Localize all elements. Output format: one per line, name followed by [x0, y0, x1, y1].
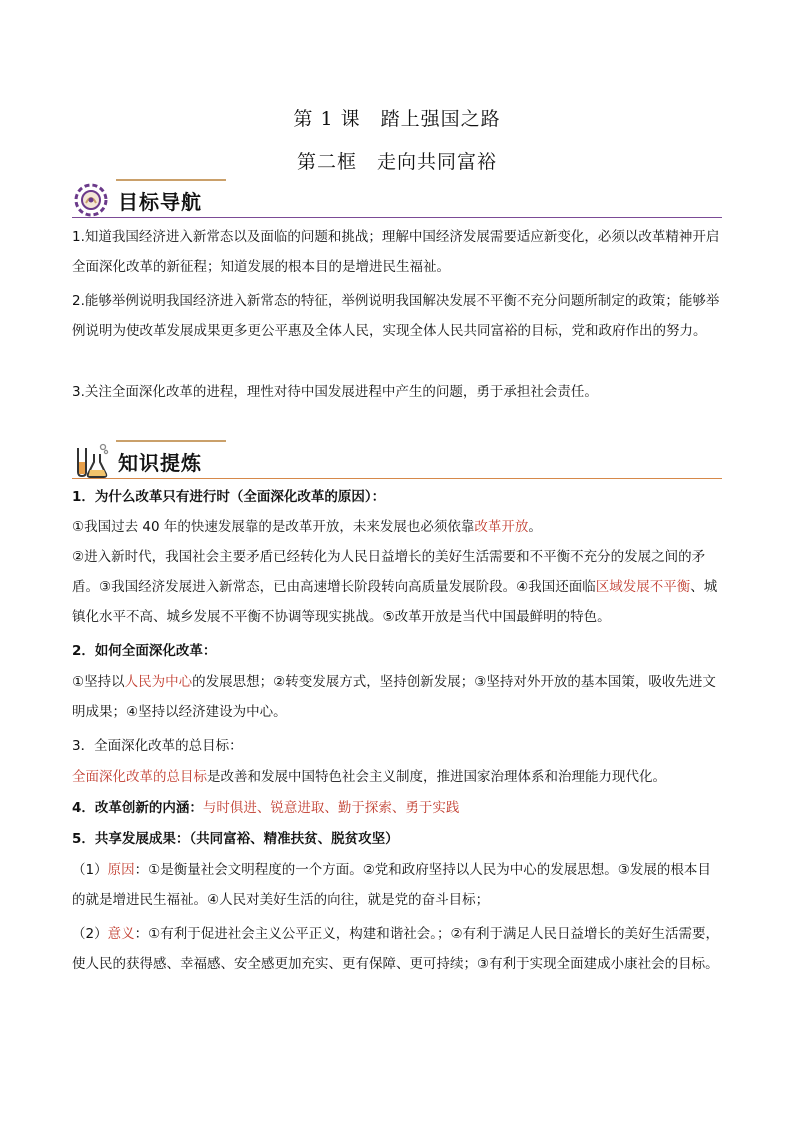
goal-item: 1.知道我国经济进入新常态以及面临的问题和挑战；理解中国经济发展需要适应新变化，必须以改革精神开启全面深化改革的新征程；知道发展的根本目的是增进民生福祉。: [72, 229, 720, 275]
knowledge-paragraph: 全面深化改革的总目标是改善和发展中国特色社会主义制度，推进国家治理体系和治理能力现代化。: [72, 769, 666, 785]
knowledge-heading-1: 1．为什么改革只有进行时（全面深化改革的原因）：: [72, 489, 386, 505]
section-header-knowledge: 知识提炼: [72, 440, 722, 480]
knowledge-paragraph: ②进入新时代，我国社会主要矛盾已经转化为人民日益增长的美好生活需要和不平衡不充分的发展之间的矛盾。③我国经济发展进入新常态，已由高速增长阶段转向高质量发展阶段。④我国还面临区域发展不平衡、城镇化水平不高、城乡发展不平衡不协调等现实挑战。⑤改革开放是当代中国最鲜明的特色。: [72, 549, 718, 625]
knowledge-paragraph: ①我国过去 40 年的快速发展靠的是改革开放，未来发展也必须依靠改革开放。: [72, 519, 542, 535]
goal-item: 2.能够举例说明我国经济进入新常态的特征，举例说明我国解决发展不平衡不充分问题所制定的政策；能够举例说明为使改革发展成果更多更公平惠及全体人民，实现全体人民共同富裕的目标，党和政府作出的努力。: [72, 293, 720, 339]
knowledge-heading-5: 5．共享发展成果：（共同富裕、精准扶贫、脱贫攻坚）: [72, 831, 399, 847]
knowledge-paragraph: （2）意义：①有利于促进社会主义公平正义，构建和谐社会。；②有利于满足人民日益增长的美好生活需要，使人民的获得感、幸福感、安全感更加充实、更有保障、更可持续；③有利于实现全面建成小康社会的目标。: [72, 926, 720, 972]
knowledge-heading-2: 2．如何全面深化改革：: [72, 643, 217, 659]
gear-brain-icon: [72, 181, 110, 219]
knowledge-paragraph: （1）原因：①是衡量社会文明程度的一个方面。②党和政府坚持以人民为中心的发展思想。③发展的根本目的就是增进民生福祉。④人民对美好生活的向往，就是党的奋斗目标；: [72, 862, 711, 908]
lesson-title: 第 1 课 踏上强国之路: [293, 108, 501, 130]
knowledge-paragraph: ①坚持以人民为中心的发展思想；②转变发展方式，坚持创新发展；③坚持对外开放的基本国策，吸收先进文明成果；④坚持以经济建设为中心。: [72, 674, 716, 720]
knowledge-heading-3: 3．全面深化改革的总目标：: [72, 738, 243, 754]
frame-title: 第二框 走向共同富裕: [296, 151, 498, 173]
lab-flask-icon: [72, 442, 110, 480]
section-header-goals: 目标导航: [72, 179, 722, 219]
goal-item: 3.关注全面深化改革的进程，理性对待中国发展进程中产生的问题，勇于承担社会责任。: [72, 384, 598, 400]
knowledge-heading-4: 4．改革创新的内涵：与时俱进、锐意进取、勤于探索、勇于实践: [72, 800, 460, 816]
